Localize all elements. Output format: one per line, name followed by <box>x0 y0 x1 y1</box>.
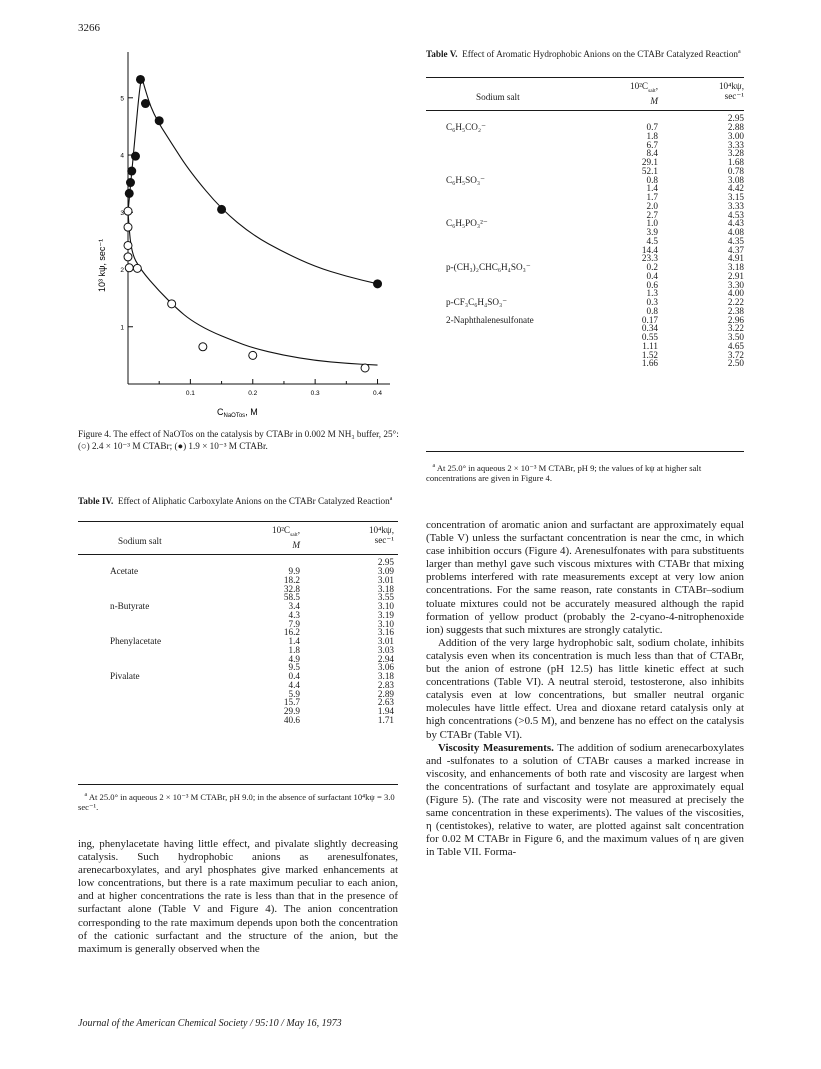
table-iv-bottom-rule <box>78 784 398 785</box>
rate-cell: 4.91 <box>727 253 744 264</box>
salt-cell <box>78 558 214 567</box>
chart-axes <box>128 52 390 384</box>
data-point-open <box>361 364 369 372</box>
concentration-cell: 2.0 <box>646 200 658 211</box>
table-iv-title <box>78 494 394 507</box>
concentration-cell: 0.17 <box>641 314 658 325</box>
table-row <box>78 567 398 576</box>
concentration-cell: 0.8 <box>646 174 658 185</box>
salt-cell: p-(CH₃)₂CHC₆H₄SO₃⁻ <box>446 262 531 273</box>
concentration-cell: 1.4 <box>288 636 300 647</box>
salt-cell <box>426 184 566 193</box>
table-row <box>78 576 398 585</box>
table-v-footnote: $^a$ At 25.0° in aqueous 2 × 10⁻³ M CTABr, pH 9; the values of kψ at higher salt concentrations are given in Figure 4. <box>426 462 702 484</box>
concentration-cell: 52.1 <box>641 165 658 176</box>
page-number: 3266 <box>78 22 100 34</box>
rate-cell: 3.10 <box>377 618 394 629</box>
table-row <box>78 602 398 611</box>
rate-cell: 4.00 <box>727 288 744 299</box>
table-row <box>78 690 398 699</box>
y-tick-label: 5 <box>120 95 124 103</box>
table-v <box>426 77 744 368</box>
concentration-cell: 4.9 <box>288 653 300 664</box>
table-v-bottom-rule <box>426 451 744 452</box>
rate-cell: 3.18 <box>727 262 744 273</box>
journal-footer: Journal of the American Chemical Society / 95:10 / May 16, 1973 <box>78 1018 342 1029</box>
table-iv-header-conc: $10^2C_{salt}$, M <box>271 525 300 550</box>
table-v-title-mark: a <box>738 49 741 55</box>
concentration-cell: 0.2 <box>646 262 658 273</box>
table-iv-caption: Effect of Aliphatic Carboxylate Anions on the CTABr Catalyzed Reaction <box>117 496 390 507</box>
table-row <box>426 176 744 185</box>
rate-cell: 3.01 <box>377 574 394 585</box>
x-axis-label: $C_{NaOTos}$, M <box>217 407 258 419</box>
rate-cell: 2.88 <box>727 122 744 133</box>
concentration-cell: 0.34 <box>641 323 658 334</box>
concentration-cell <box>214 558 318 567</box>
salt-cell <box>78 646 214 655</box>
rate-cell: 3.55 <box>377 592 394 603</box>
salt-cell <box>426 359 566 368</box>
salt-cell <box>426 342 566 351</box>
y-tick-label: 2 <box>120 267 124 275</box>
concentration-cell: 0.4 <box>646 270 658 281</box>
rate-cell: 3.18 <box>377 671 394 682</box>
table-row <box>78 655 398 664</box>
table-row <box>78 620 398 629</box>
concentration-cell: 1.3 <box>646 288 658 299</box>
table-row <box>426 237 744 246</box>
concentration-cell: 9.5 <box>288 662 300 673</box>
rate-cell: 3.00 <box>727 130 744 141</box>
concentration-cell: 8.4 <box>646 148 658 159</box>
table-v-label: Table V. <box>426 49 458 60</box>
salt-cell: p-CF₃C₆H₄SO₃⁻ <box>446 297 508 308</box>
rate-cell: 3.16 <box>377 627 394 638</box>
y-tick-label: 3 <box>120 209 124 217</box>
table-iv-title-mark: a <box>389 496 393 502</box>
figure-4-caption: Figure 4. The effect of NaOTos on the catalysis by CTABr in 0.002 M NH₃ buffer, 25°: (○) 2.4 × 10⁻³ M CTABr; (●) 1.9 × 10⁻³ M CTABr. <box>78 429 399 451</box>
table-v-caption: Effect of Aromatic Hydrophobic Anions on the CTABr Catalyzed Reaction <box>462 49 739 60</box>
rate-cell: 4.53 <box>727 209 744 220</box>
concentration-cell: 29.9 <box>283 706 300 717</box>
data-point-open <box>199 343 207 351</box>
rate-cell: 1.68 <box>727 157 744 168</box>
rate-cell: 3.19 <box>377 609 394 620</box>
table-row <box>426 123 744 132</box>
chart-points <box>124 75 382 371</box>
concentration-cell: 3.9 <box>646 227 658 238</box>
concentration-cell: 0.4 <box>288 671 300 682</box>
table-row <box>426 149 744 158</box>
right-paragraph-2: Addition of the very large hydrophobic salt, sodium cholate, inhibits catalysis even when its concentration is much less than that of CTABr, but the anion of estrone (pH 12.5) has little kinetic effect at such concentrations (Table VI). A neutral steroid, testosterone, also inhibits catalysis even at low concentrations, but smaller neutral organic molecules have little effect. Urea and dioxane retard catalysis only at high concentrations (>0.5 M), and benzene has no effect on the catalysis by CTABr (Table VI). <box>426 636 744 741</box>
salt-cell <box>426 333 566 342</box>
table-row <box>426 228 744 237</box>
concentration-cell: 32.8 <box>283 583 300 594</box>
x-tick-label: 0.1 <box>185 390 195 397</box>
concentration-cell: 23.3 <box>641 253 658 264</box>
data-point-open <box>125 264 133 272</box>
salt-cell <box>426 141 566 150</box>
rate-cell: 2.50 <box>727 358 744 369</box>
figure-4-chart <box>78 40 408 425</box>
concentration-cell: 4.3 <box>288 609 300 620</box>
table-v-header-conc: $10^2C_{salt}$, M <box>629 81 658 106</box>
concentration-cell: 1.11 <box>642 340 658 351</box>
rate-cell: 3.08 <box>727 174 744 185</box>
concentration-cell: 6.7 <box>646 139 658 150</box>
table-row <box>78 646 398 655</box>
viscosity-heading: Viscosity Measurements. <box>438 741 554 754</box>
table-row <box>426 219 744 228</box>
table-row <box>78 672 398 681</box>
concentration-cell: 2.7 <box>646 209 658 220</box>
concentration-cell: 1.0 <box>646 218 658 229</box>
concentration-cell: 5.9 <box>288 688 300 699</box>
rate-cell: 2.94 <box>377 653 394 664</box>
rate-cell: 2.83 <box>377 679 394 690</box>
concentration-cell: 40.6 <box>283 714 300 725</box>
salt-cell <box>78 576 214 585</box>
data-point-filled <box>218 205 226 213</box>
data-point-filled <box>136 75 144 83</box>
left-column-text <box>78 838 398 956</box>
data-point-filled <box>131 152 139 160</box>
salt-cell <box>78 585 214 594</box>
rate-cell: 4.42 <box>727 183 744 194</box>
rate-cell: 3.06 <box>377 662 394 673</box>
salt-cell <box>78 707 214 716</box>
rate-cell: 3.01 <box>377 636 394 647</box>
table-iv-body <box>78 558 398 724</box>
table-row <box>426 359 744 368</box>
concentration-cell: 4.4 <box>288 679 300 690</box>
fitted-curve <box>128 212 378 365</box>
rate-cell: 1.94 <box>377 706 394 717</box>
salt-cell: 2-Naphthalenesulfonate <box>446 314 534 325</box>
rate-cell: 4.65 <box>727 340 744 351</box>
salt-cell <box>426 149 566 158</box>
salt-cell <box>78 655 214 664</box>
table-iv <box>78 521 398 725</box>
concentration-cell: 0.8 <box>646 305 658 316</box>
table-row <box>426 342 744 351</box>
table-iv-label: Table IV. <box>78 496 114 507</box>
rate-cell: 2.95 <box>727 113 744 124</box>
salt-cell: Phenylacetate <box>110 636 162 647</box>
salt-cell <box>78 663 214 672</box>
salt-cell <box>426 193 566 202</box>
concentration-cell: 18.2 <box>283 574 300 585</box>
rate-cell: 2.22 <box>727 297 744 308</box>
table-iv-footnote: $^a$ At 25.0° in aqueous 2 × 10⁻³ M CTABr, pH 9.0; in the absence of surfactant 10⁴kψ = 3.0 sec⁻¹. <box>78 791 395 813</box>
table-v-title <box>426 47 742 60</box>
data-point-open <box>168 300 176 308</box>
salt-cell <box>426 351 566 360</box>
table-iv-header-salt: Sodium salt <box>118 536 162 546</box>
table-row <box>426 316 744 325</box>
table-row <box>426 351 744 360</box>
salt-cell <box>426 324 566 333</box>
rate-cell: 3.03 <box>377 644 394 655</box>
table-v-header-salt: Sodium salt <box>476 92 520 102</box>
data-point-open <box>124 207 132 215</box>
rate-cell: 2.63 <box>377 697 394 708</box>
table-row <box>78 611 398 620</box>
table-row <box>78 716 398 725</box>
rate-cell: 2.91 <box>727 270 744 281</box>
concentration-cell: 1.66 <box>641 358 658 369</box>
rate-cell: 4.43 <box>727 218 744 229</box>
salt-cell: C₆H₅PO₃²⁻ <box>446 218 488 229</box>
concentration-cell: 58.5 <box>283 592 300 603</box>
salt-cell: C₆H₅SO₃⁻ <box>446 174 485 185</box>
salt-cell <box>426 246 566 255</box>
data-point-open <box>124 241 132 249</box>
fitted-curve <box>128 79 378 284</box>
table-row <box>78 681 398 690</box>
table-row <box>426 158 744 167</box>
chart-curves <box>128 79 378 365</box>
concentration-cell: 1.4 <box>646 183 658 194</box>
rate-cell: 3.10 <box>377 601 394 612</box>
concentration-cell: 1.8 <box>288 644 300 655</box>
rate-cell: 4.08 <box>727 227 744 238</box>
table-row <box>78 637 398 646</box>
salt-cell: Pivalate <box>110 671 140 682</box>
table-row <box>426 272 744 281</box>
rate-cell: 3.18 <box>377 583 394 594</box>
table-row <box>426 324 744 333</box>
salt-cell <box>78 620 214 629</box>
rate-cell: 3.15 <box>727 192 744 203</box>
y-axis-label: 10³ kψ, sec⁻¹ <box>97 238 107 292</box>
concentration-cell: 9.9 <box>288 566 300 577</box>
salt-cell: Acetate <box>110 566 139 577</box>
salt-cell <box>78 690 214 699</box>
rate-cell: 3.33 <box>727 200 744 211</box>
data-point-filled <box>126 179 134 187</box>
concentration-cell: 1.7 <box>646 192 658 203</box>
concentration-cell: 4.5 <box>646 235 658 246</box>
salt-cell <box>426 202 566 211</box>
data-point-filled <box>141 100 149 108</box>
rate-cell: 2.95 <box>377 557 394 568</box>
salt-cell <box>426 272 566 281</box>
x-tick-label: 0.4 <box>373 390 383 397</box>
table-v-body <box>426 114 744 368</box>
table-row <box>78 707 398 716</box>
table-row <box>426 184 744 193</box>
rate-cell: 1.71 <box>377 714 394 725</box>
table-row <box>426 333 744 342</box>
salt-cell <box>426 237 566 246</box>
concentration-cell: 3.4 <box>288 601 300 612</box>
data-point-open <box>249 351 257 359</box>
table-row <box>426 246 744 255</box>
salt-cell: C₆H₅CO₂⁻ <box>446 122 486 133</box>
data-point-filled <box>125 189 133 197</box>
data-point-open <box>124 223 132 231</box>
data-point-open <box>133 264 141 272</box>
concentration-cell: 1.52 <box>641 349 658 360</box>
table-row <box>78 698 398 707</box>
rate-cell: 3.72 <box>727 349 744 360</box>
rate-cell: 2.96 <box>727 314 744 325</box>
salt-cell <box>78 611 214 620</box>
table-row <box>426 202 744 211</box>
rate-cell: 4.37 <box>727 244 744 255</box>
table-row <box>78 585 398 594</box>
concentration-cell: 0.6 <box>646 279 658 290</box>
rate-cell: 3.50 <box>727 332 744 343</box>
salt-cell <box>78 716 214 725</box>
data-point-open <box>124 253 132 261</box>
rate-cell: 3.28 <box>727 148 744 159</box>
rate-cell: 2.89 <box>377 688 394 699</box>
right-column-text <box>426 519 744 859</box>
table-row <box>426 281 744 290</box>
right-paragraph-1: concentration of aromatic anion and surfactant are approximately equal (Table V) unless the surfactant concentration is near the cmc, in which case inhibition occurs (Figure 4). Arenesulfonates with para substituents larger than methyl gave such viscous mixtures with CTABr that mixing problems interfered with rate measurements except at very low anion concentrations. For the same reason, rate constants in CTABr–sodium toluate mixtures could not be accurately measured although the rapid formation of yellow product (probably the 2-cyano-4-nitrophenoxide ion) suggests that such mixtures are strongly catalytic. <box>426 519 744 636</box>
concentration-cell: 15.7 <box>283 697 300 708</box>
rate-cell: 0.78 <box>727 165 744 176</box>
concentration-cell: 7.9 <box>288 618 300 629</box>
concentration-cell: 16.2 <box>283 627 300 638</box>
rate-cell: 2.38 <box>727 305 744 316</box>
x-tick-label: 0.2 <box>248 390 258 397</box>
rate-cell: 3.09 <box>377 566 394 577</box>
concentration-cell: 0.7 <box>646 122 658 133</box>
right-paragraph-3: Viscosity Measurements. The addition of sodium arenecarboxylates and -sulfonates to a solution of CTABr causes a marked increase in viscosity, and enhancements of both rate and viscosity are largest when the concentrations of surfactant and tosylate are approximately equal (Figure 5). (The rate and viscosity were not measured at precisely the same concentration in these experiments). The values of the viscosities, η (centistokes), relative to water, are plotted against salt concentration for 0.02 M CTABr in Figure 6, and the maximum values of η are given in Table VII. Forma- <box>426 741 745 859</box>
table-row <box>426 132 744 141</box>
concentration-cell: 1.8 <box>646 130 658 141</box>
table-v-header-rate: 10⁴kψ, sec⁻¹ <box>718 81 744 101</box>
table-row <box>426 141 744 150</box>
y-tick-label: 1 <box>120 324 124 332</box>
salt-cell <box>426 228 566 237</box>
salt-cell <box>426 158 566 167</box>
data-point-filled <box>128 167 136 175</box>
table-row <box>426 193 744 202</box>
table-row <box>426 263 744 272</box>
data-point-filled <box>374 280 382 288</box>
table-row <box>426 298 744 307</box>
rate-cell: 4.35 <box>727 235 744 246</box>
data-point-filled <box>155 117 163 125</box>
salt-cell <box>78 681 214 690</box>
rate-cell: 3.30 <box>727 279 744 290</box>
rate-cell: 3.22 <box>727 323 744 334</box>
concentration-cell: 29.1 <box>641 157 658 168</box>
concentration-cell: 0.55 <box>641 332 658 343</box>
concentration-cell: 14.4 <box>641 244 658 255</box>
salt-cell <box>426 281 566 290</box>
left-paragraph: ing, phenylacetate having little effect, and pivalate slightly decreasing catalysis. Such hydrophobic anions as arenesulfonates, arenecarboxylates, and aryl phosphates give marked enhancements at low concentrations, but there is a rate maximum peculiar to each anion, and at higher concentrations the rate is less than that in the presence of surfactant alone (Table V and Figure 4). The anion concentration corresponding to the rate maximum depends upon both the concentration of the cationic surfactant and the structure of the anion, but the maximum is generally observed when the <box>78 838 398 955</box>
salt-cell: n-Butyrate <box>110 601 150 612</box>
y-tick-label: 4 <box>120 152 124 160</box>
x-tick-label: 0.3 <box>310 390 320 397</box>
concentration-cell: 0.3 <box>646 297 658 308</box>
salt-cell <box>426 132 566 141</box>
table-iv-header-rate: 10⁴kψ, sec⁻¹ <box>368 525 394 545</box>
rate-cell: 3.33 <box>727 139 744 150</box>
salt-cell <box>78 698 214 707</box>
